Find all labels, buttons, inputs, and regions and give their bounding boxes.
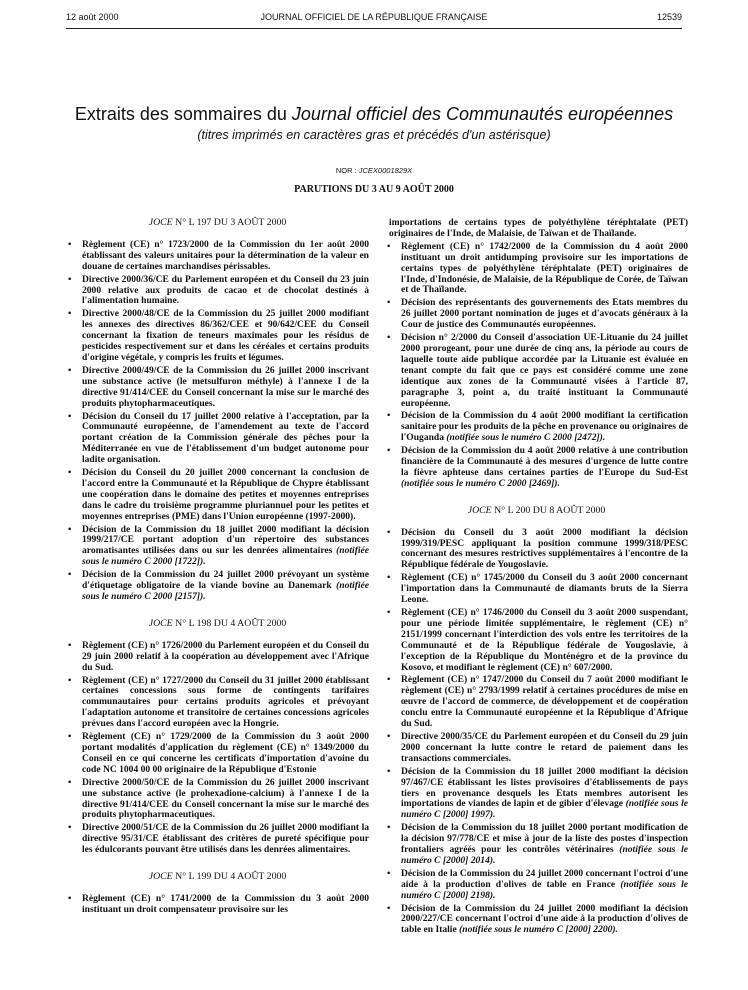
list-item: • Règlement (CE) n° 1745/2000 du Conseil du 3 août 2000 concernant l'importation dans la Communauté de diamants bruts de la Sierra Leone. (387, 572, 688, 606)
item-text: importations de certains types de polyéthylène téréphtalate (PET) originaires de l'Inde, de Malaisie, de Taïwan et de Thaïlande. (389, 217, 688, 239)
item-text: Décision des représentants des gouvernements des Etats membres du 26 juillet 2000 portant nomination de juges et d'avocats généraux à la Cour de justice des Communautés européennes. (401, 297, 688, 331)
item-text: Directive 2000/35/CE du Parlement européen et du Conseil du 29 juin 2000 concernant la lutte contre le retard de paiement dans les transactions commerciales. (401, 730, 688, 764)
list-item: • Directive 2000/50/CE de la Commission du 26 juillet 2000 inscrivant une substance active (le prohexadione-calcium) à l'annexe I de la directive 91/414/CEE du Conseil concernant la mise sur le marché des produits phytopharmaceutiques. (68, 776, 369, 821)
item-note: (notifiée sous le numéro C 2000 [2472]). (446, 432, 606, 444)
list-item: • Règlement (CE) n° 1727/2000 du Conseil du 31 juillet 2000 établissant certaines concessions sous forme de contingents tarifaires communautaires pour certains produits agricoles et prévoyant l'adaptation autonome et transitoire de certaines concessions agricoles prévues dans l'accord européen avec la Hongrie. (68, 674, 369, 730)
section-date: N° L 198 DU 4 AOÛT 2000 (172, 617, 287, 629)
list-item: • Décision des représentants des gouvernements des Etats membres du 26 juillet 2000 portant nomination de juges et d'avocats généraux à la Cour de justice des Communautés européennes. (387, 297, 688, 331)
item-note: (notifiée sous le numéro C 2000 [2469]). (401, 477, 560, 489)
item-note: (notifiée sous le numéro C [2000] 2198). (401, 878, 688, 901)
list-item: • Directive 2000/51/CE de la Commission du 26 juillet 2000 modifiant la directive 95/31/CE établissant des critères de pureté spécifique pour les édulcorants pouvant être utilisés dans les denrées alimentaires. (68, 822, 369, 856)
parutions-heading: PARUTIONS DU 3 AU 9 AOÛT 2000 (294, 184, 454, 195)
item-text: Décision de la Commission du 4 août 2000 modifiant la certification sanitaire pour les produits de la pêche en provenance ou originaires de l'Ouganda (401, 410, 688, 444)
list-item: • Décision de la Commission du 4 août 2000 modifiant la certification sanitaire pour les produits de la pêche en provenance ou originaires de l'Ouganda (notifiée sous le numéro C 2000 [2472]). (387, 410, 688, 444)
item-text: Décision de la Commission du 4 août 2000 relative à une contribution financière de la Communauté à des mesures d'urgence de lutte contre la fièvre aphteuse dans certaines parties de l'Europe du Sud-Est (401, 445, 688, 478)
list-item: • Décision de la Commission du 24 juillet 2000 prévoyant un système d'étiquetage obligatoire de la viande bovine au Danemark (notifiée sous le numéro C 2000 [2157]). (68, 569, 369, 602)
item-note: (notifiée sous le numéro C [2000] 2200). (459, 924, 618, 936)
joce-label: JOCE (148, 617, 173, 629)
item-text: Directive 2000/51/CE de la Commission du 26 juillet 2000 modifiant la directive 95/31/CE établissant des critères de pureté spécifique pour les édulcorants pouvant être utilisés dans les denrées alimentaires. (82, 822, 369, 856)
item-text: Directive 2000/36/CE du Parlement européen et du Conseil du 23 juin 2000 relative aux produits de cacao et de chocolat destinés à l'alimentation humaine. (82, 273, 369, 307)
section-heading-l198 (66, 619, 369, 630)
item-note: (notifiée sous le numéro C 2000 [1722]). (82, 545, 369, 568)
joce-label: JOCE (467, 504, 492, 516)
right-column (385, 218, 688, 938)
item-text: Décision n° 2/2000 du Conseil d'association UE-Lituanie du 24 juillet 2000 prorogeant, pour une durée de cinq ans, la période au cours de laquelle toute aide publique accordée par la Lituanie est évaluée en tenant compte du fait que ce pays est considéré comme une zone identique aux zones de la Communauté visées à l'article 87, paragraphe 3, point a, du traité instituant la Communauté européenne. (401, 332, 688, 409)
item-text: Décision de la Commission du 24 juillet 2000 prévoyant un système d'étiquetage obligatoire de la viande bovine au Danemark (82, 569, 369, 592)
list-item: • Règlement (CE) n° 1729/2000 de la Commission du 3 août 2000 portant modalités d'application du règlement (CE) n° 1349/2000 du Conseil en ce qui concerne les certificats d'importation d'avoine du code NC 1004 00 00 originaire de la République d'Estonie (68, 731, 369, 775)
section-heading-l199 (66, 872, 369, 883)
list-item: • Décision de la Commission du 24 juillet 2000 modifiant la décision 2000/227/CE concernant l'octroi d'une aide à la production d'olives de table en Italie (notifiée sous le numéro C [2000] 2200). (387, 902, 688, 936)
list-item: • Décision de la Commission du 18 juillet 2000 portant modification de la décision 97/778/CE et mise à jour de la liste des postes d'inspection frontaliers agréés pour les contrôles vétérinaires (notifiée sous le numéro C [2000] 2014). (387, 822, 688, 866)
item-text: Règlement (CE) n° 1741/2000 de la Commission du 3 août 2000 instituant un droit compensateur provisoire sur les (82, 892, 369, 915)
list-item: • Règlement (CE) n° 1742/2000 de la Commission du 4 août 2000 instituant un droit antidumping provisoire sur les importations de certains types de polyéthylène téréphtalate (PET) originaires de l'Inde, d'Indonésie, de Malaisie, de la République de Corée, de Taïwan et de Thaïlande. (387, 240, 688, 296)
header-rule (66, 28, 682, 29)
list-item: • Directive 2000/49/CE de la Commission du 26 juillet 2000 inscrivant une substance active (le metsulfuron méthyle) à l'annexe I de la directive 91/414/CEE du Conseil concernant la mise sur le marché des produits phytopharmaceutiques. (68, 364, 369, 409)
list-item: • Décision du Conseil du 3 août 2000 modifiant la décision 1999/319/PESC appliquant la position commune 1999/318/PESC concernant des mesures restrictives supplémentaires à l'encontre de la République fédérale de Yougoslavie. (387, 526, 688, 571)
list-item: • Décision de la Commission du 24 juillet 2000 concernant l'octroi d'une aide à la production d'olives de table en France (notifiée sous le numéro C [2000] 2198). (387, 867, 688, 901)
list-item: • Règlement (CE) n° 1723/2000 de la Commission du 1er août 2000 établissant des valeurs unitaires pour la détermination de la valeur en douane de certaines marchandises périssables. (68, 238, 369, 272)
list-item: • Règlement (CE) n° 1746/2000 du Conseil du 3 août 2000 suspendant, pour une période limitée supplémentaire, le règlement (CE) n° 2151/1999 concernant l'interdiction des vols entre les territoires de la Communauté et de la République fédérale de Yougoslavie, à l'exception de la République du Monténégro et de la province du Kosovo, et modifiant le règlement (CE) n° 607/2000. (387, 607, 688, 673)
list-item: • Décision de la Commission du 18 juillet 2000 modifiant la décision 1999/217/CE portant adoption d'un répertoire des substances aromatisantes utilisées dans ou sur les denrées alimentaires (notifiée sous le numéro C 2000 [1722]). (68, 523, 369, 568)
item-text: Décision de la Commission du 24 juillet 2000 concernant l'octroi d'une aide à la production d'olives de table en France (401, 867, 688, 890)
list-item: • Directive 2000/36/CE du Parlement européen et du Conseil du 23 juin 2000 relative aux produits de cacao et de chocolat destinés à l'alimentation humaine. (68, 273, 369, 307)
list-item: • Règlement (CE) n° 1726/2000 du Parlement européen et du Conseil du 29 juin 2000 relatif à la coopération au développement avec l'Afrique du Sud. (68, 639, 369, 673)
list-item: • Directive 2000/48/CE de la Commission du 25 juillet 2000 modifiant les annexes des directives 86/362/CEE et 90/642/CEE du Conseil concernant la fixation de teneurs maximales pour les résidus de pesticides respectivement sur et dans les céréales et certains produits d'origine végétale, y compris les fruits et légumes. (68, 308, 369, 363)
joce-label: JOCE (148, 217, 173, 228)
nor-label: NOR : (335, 166, 359, 175)
list-item: • Décision n° 2/2000 du Conseil d'association UE-Lituanie du 24 juillet 2000 prorogeant, pour une durée de cinq ans, la période au cours de laquelle toute aide publique accordée par la Lituanie est évaluée en tenant compte du fait que ce pays est considéré comme une zone identique aux zones de la Communauté visées à l'article 87, paragraphe 3, point a, du traité instituant la Communauté européenne. (387, 332, 688, 409)
nor-code: JCEX0001829X (358, 166, 413, 175)
item-text: Règlement (CE) n° 1726/2000 du Parlement européen et du Conseil du 29 juin 2000 relatif à la coopération au développement avec l'Afrique du Sud. (82, 639, 369, 673)
list-item: • Directive 2000/35/CE du Parlement européen et du Conseil du 29 juin 2000 concernant la lutte contre le retard de paiement dans les transactions commerciales. (387, 730, 688, 764)
item-text: Règlement (CE) n° 1729/2000 de la Commission du 3 août 2000 portant modalités d'application du règlement (CE) n° 1349/2000 du Conseil en ce qui concerne les certificats d'importation d'avoine du code NC 1004 00 00 originaire de la République d'Estonie (82, 731, 369, 775)
section-date: N° L 199 DU 4 AOÛT 2000 (172, 871, 287, 883)
header-journal: JOURNAL OFFICIEL DE LA RÉPUBLIQUE FRANÇAISE (260, 12, 488, 22)
list-item: • Décision du Conseil du 17 juillet 2000 relative à l'acceptation, par la Communauté européenne, de l'amendement au texte de l'accord portant création de la Commission générale des pêches pour la Méditerranée en vue de l'établissement d'un budget autonome pour ladite organisation. (68, 410, 369, 466)
item-text: Règlement (CE) n° 1723/2000 de la Commission du 1er août 2000 établissant des valeurs unitaires pour la détermination de la valeur en douane de certaines marchandises périssables. (82, 238, 369, 272)
item-text: Décision du Conseil du 3 août 2000 modifiant la décision 1999/319/PESC appliquant la position commune 1999/318/PESC concernant des mesures restrictives supplémentaires à l'encontre de la République fédérale de Yougoslavie. (401, 526, 688, 571)
section-date: N° L 200 DU 8 AOÛT 2000 (491, 504, 606, 516)
section-date: N° L 197 DU 3 AOÛT 2000 (172, 217, 287, 228)
item-text: Règlement (CE) n° 1745/2000 du Conseil du 3 août 2000 concernant l'importation dans la Communauté de diamants bruts de la Sierra Leone. (401, 572, 688, 606)
item-text: Règlement (CE) n° 1727/2000 du Conseil du 31 juillet 2000 établissant certaines concessions sous forme de contingents tarifaires communautaires pour certains produits agricoles et prévoyant l'adaptation autonome et transitoire de certaines concessions agricoles prévues dans l'accord européen avec la Hongrie. (82, 674, 369, 730)
item-text: Règlement (CE) n° 1747/2000 du Conseil du 7 août 2000 modifiant le règlement (CE) n° 2793/1999 relatif à certaines procédures de mise en œuvre de l'accord de commerce, de développement et de coopération conclu entre la Communauté européenne et la République d'Afrique du Sud. (401, 674, 688, 730)
item-text: Décision de la Commission du 18 juillet 2000 modifiant la décision 1999/217/CE portant adoption d'un répertoire des substances aromatisantes utilisées dans ou sur les denrées alimentaires (82, 523, 369, 557)
header-page-number: 12539 (656, 12, 682, 22)
section-heading-l200 (385, 506, 688, 517)
item-text: Décision du Conseil du 20 juillet 2000 concernant la conclusion de l'accord entre la Communauté et la République de Chypre établissant une coopération dans le domaine des petites et moyennes entreprises dans le cadre du troisième programme pluriannuel pour les petites et moyennes entreprises (PME) dans l'Union européenne (1997-2000). (82, 467, 369, 522)
item-text: Directive 2000/50/CE de la Commission du 26 juillet 2000 inscrivant une substance active (le prohexadione-calcium) à l'annexe I de la directive 91/414/CEE du Conseil concernant la mise sur le marché des produits phytopharmaceutiques. (82, 776, 369, 821)
list-item-continued (385, 218, 688, 240)
list-item: • Décision de la Commission du 4 août 2000 relative à une contribution financière de la Communauté à des mesures d'urgence de lutte contre la fièvre aphteuse dans certaines parties de l'Europe du Sud-Est (notifiée sous le numéro C 2000 [2469]). (387, 445, 688, 489)
joce-label: JOCE (148, 871, 173, 883)
item-note: (notifiée sous le numéro C [2000] 2014). (401, 844, 688, 866)
running-header (66, 12, 682, 28)
item-text: Directive 2000/48/CE de la Commission du 25 juillet 2000 modifiant les annexes des directives 86/362/CEE et 90/642/CEE du Conseil concernant la fixation de teneurs maximales pour les résidus de pesticides respectivement sur et dans les céréales et certains produits d'origine végétale, y compris les fruits et légumes. (82, 308, 369, 363)
nor-reference (40, 166, 708, 175)
title-part1: Extraits des sommaires du (74, 104, 292, 124)
page-title (40, 104, 708, 125)
item-text: Règlement (CE) n° 1742/2000 de la Commission du 4 août 2000 instituant un droit antidumping provisoire sur les importations de certains types de polyéthylène téréphtalate (PET) originaires de l'Inde, d'Indonésie, de Malaisie, de la République de Corée, de Taïwan et de Thaïlande. (401, 240, 688, 296)
page-subtitle: (titres imprimés en caractères gras et précédés d'un astérisque) (197, 128, 551, 142)
left-column (66, 218, 369, 918)
list-item: • Règlement (CE) n° 1741/2000 de la Commission du 3 août 2000 instituant un droit compensateur provisoire sur les (68, 892, 369, 915)
list-item: • Règlement (CE) n° 1747/2000 du Conseil du 7 août 2000 modifiant le règlement (CE) n° 2793/1999 relatif à certaines procédures de mise en œuvre de l'accord de commerce, de développement et de coopération conclu entre la Communauté européenne et la République d'Afrique du Sud. (387, 674, 688, 730)
section-heading-l197 (66, 218, 369, 229)
item-text: Décision du Conseil du 17 juillet 2000 relative à l'acceptation, par la Communauté européenne, de l'amendement au texte de l'accord portant création de la Commission générale des pêches pour la Méditerranée en vue de l'établissement d'un budget autonome pour ladite organisation. (82, 410, 369, 466)
title-journal-name: Journal officiel des Communautés européennes (291, 104, 674, 124)
list-item: • Décision de la Commission du 18 juillet 2000 modifiant la décision 97/467/CE établissant les listes provisoires d'établissements de pays tiers en provenance desquels les Etats membres autorisent les importations de viandes de lapin et de gibier d'élevage (notifiée sous le numéro C [2000] 1997). (387, 765, 688, 821)
header-date: 12 août 2000 (66, 12, 119, 22)
item-text: Décision de la Commission du 18 juillet 2000 portant modification de la décision 97/778/CE et mise à jour de la liste des postes d'inspection frontaliers agréés pour les contrôles vétérinaires (401, 822, 688, 856)
item-text: Décision de la Commission du 24 juillet 2000 modifiant la décision 2000/227/CE concernant l'octroi d'une aide à la production d'olives de table en Italie (401, 902, 688, 936)
list-item: • Décision du Conseil du 20 juillet 2000 concernant la conclusion de l'accord entre la Communauté et la République de Chypre établissant une coopération dans le domaine des petites et moyennes entreprises dans le cadre du troisième programme pluriannuel pour les petites et moyennes entreprises (PME) dans l'Union européenne (1997-2000). (68, 467, 369, 522)
item-text: Directive 2000/49/CE de la Commission du 26 juillet 2000 inscrivant une substance active (le metsulfuron méthyle) à l'annexe I de la directive 91/414/CEE du Conseil concernant la mise sur le marché des produits phytopharmaceutiques. (82, 364, 369, 409)
item-text: Décision de la Commission du 18 juillet 2000 modifiant la décision 97/467/CE établissant les listes provisoires d'établissements de pays tiers en provenance desquels les Etats membres autorisent les importations de viandes de lapin et de gibier d'élevage (401, 765, 688, 810)
item-note: (notifiée sous le numéro C [2000] 1997). (401, 798, 688, 821)
item-text: Règlement (CE) n° 1746/2000 du Conseil du 3 août 2000 suspendant, pour une période limitée supplémentaire, le règlement (CE) n° 2151/1999 concernant l'interdiction des vols entre les territoires de la Communauté et de la République fédérale de Yougoslavie, à l'exception de la République du Monténégro et de la province du Kosovo, et modifiant le règlement (CE) n° 607/2000. (401, 607, 688, 673)
item-note: (notifiée sous le numéro C 2000 [2157]). (82, 580, 369, 602)
